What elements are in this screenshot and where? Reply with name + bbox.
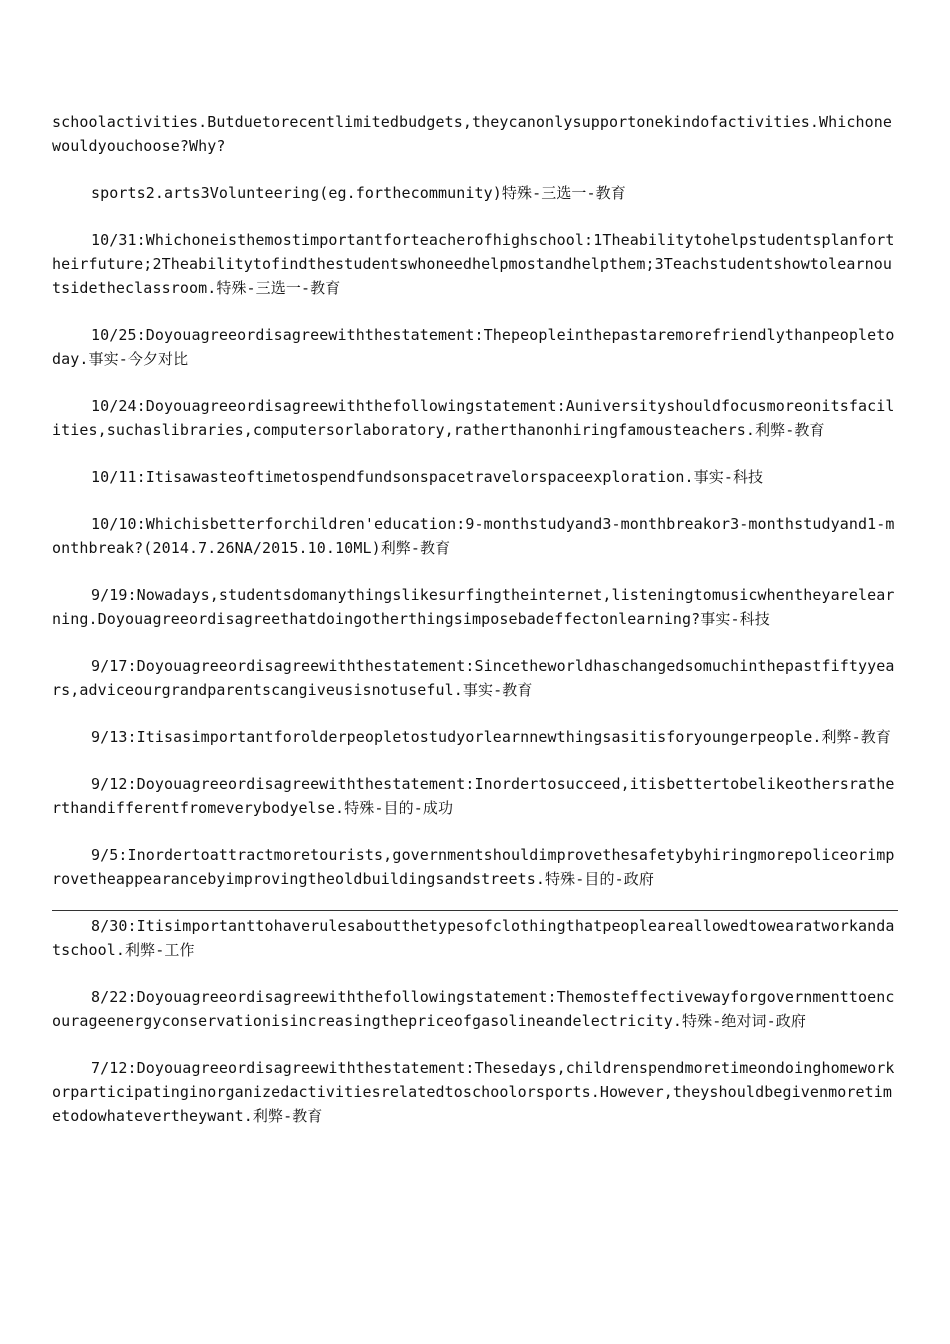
horizontal-divider — [52, 910, 898, 911]
paragraph-topic-9-19: 9/19:Nowadays,studentsdomanythingslikesurfingtheinternet,listeningtomusicwhentheyarelearning.Doyouagreeordisagreethatdoingotherthingsimposebadeffectonlearning?事实-科技 — [52, 586, 895, 628]
paragraph-topic-9-12: 9/12:Doyouagreeordisagreewiththestatement:Inordertosucceed,itisbettertobelikeothersratherthandifferentfromeverybodyelse.特殊-目的-成功 — [52, 775, 895, 817]
paragraph-topic-9-5: 9/5:Inordertoattractmoretourists,governmentshouldimprovethesafetybyhiringmorepoliceorimprovetheappearancebyimprovingtheoldbuildingsandstreets.特殊-目的-政府 — [52, 846, 895, 888]
paragraph-topic-10-11: 10/11:Itisawasteoftimetospendfundsonspacetravelorspaceexploration.事实-科技 — [91, 468, 764, 486]
paragraph-topic-8-22: 8/22:Doyouagreeordisagreewiththefollowingstatement:Themosteffectivewayforgovernmenttoencourageenergyconservationisincreasingthepriceofgasolineandelectricity.特殊-绝对词-政府 — [52, 988, 895, 1030]
paragraph-topic-9-17: 9/17:Doyouagreeordisagreewiththestatement:Sincetheworldhaschangedsomuchinthepastfiftyyears,adviceourgrandparentscangiveusisnotuseful.事实-教育 — [52, 657, 895, 699]
paragraph-topic-10-10: 10/10:Whichisbetterforchildren'education:9-monthstudyand3-monthbreakor3-monthstudyand1-monthbreak?(2014.7.26NA/2015.10.10ML)利弊-教育 — [52, 515, 895, 557]
paragraph-topic-7-12: 7/12:Doyouagreeordisagreewiththestatement:Thesedays,childrenspendmoretimeondoinghomeworkorparticipatinginorganizedactivitiesrelatedtoschoolorsports.However,theyshouldbegivenmoretimetodowhatevertheywant.利弊-教育 — [52, 1059, 895, 1125]
paragraph-topic-10-25: 10/25:Doyouagreeordisagreewiththestatement:Thepeopleinthepastaremorefriendlythanpeopletoday.事实-今夕对比 — [52, 326, 895, 368]
paragraph-topic-8-30: 8/30:Itisimportanttohaverulesaboutthetypesofclothingthatpeopleareallowedtowearatworkandatschool.利弊-工作 — [52, 917, 895, 959]
paragraph-topic-10-31: 10/31:Whichoneisthemostimportantforteacherofhighschool:1Theabilitytohelpstudentsplanfortheirfuture;2Theabilitytofindthestudentswhoneedhelpmostandhelpthem;3Teachstudentshowtolearnoutsidetheclassroom.特殊-三选一-教育 — [52, 231, 895, 297]
paragraph-options: sports2.arts3Volunteering(eg.forthecommunity)特殊-三选一-教育 — [91, 184, 626, 202]
paragraph-topic-10-24: 10/24:Doyouagreeordisagreewiththefollowingstatement:Auniversityshouldfocusmoreonitsfacilities,suchaslibraries,computersorlaboratory,ratherthanonhiringfamousteachers.利弊-教育 — [52, 397, 895, 439]
paragraph-topic-9-13: 9/13:Itisasimportantforolderpeopletostudyorlearnnewthingsasitisforyoungerpeople.利弊-教育 — [91, 728, 891, 746]
document-body — [52, 110, 898, 1151]
paragraph-continuation: schoolactivities.Butduetorecentlimitedbudgets,theycanonlysupportonekindofactivities.Whichonewouldyouchoose?Why? — [52, 113, 893, 155]
